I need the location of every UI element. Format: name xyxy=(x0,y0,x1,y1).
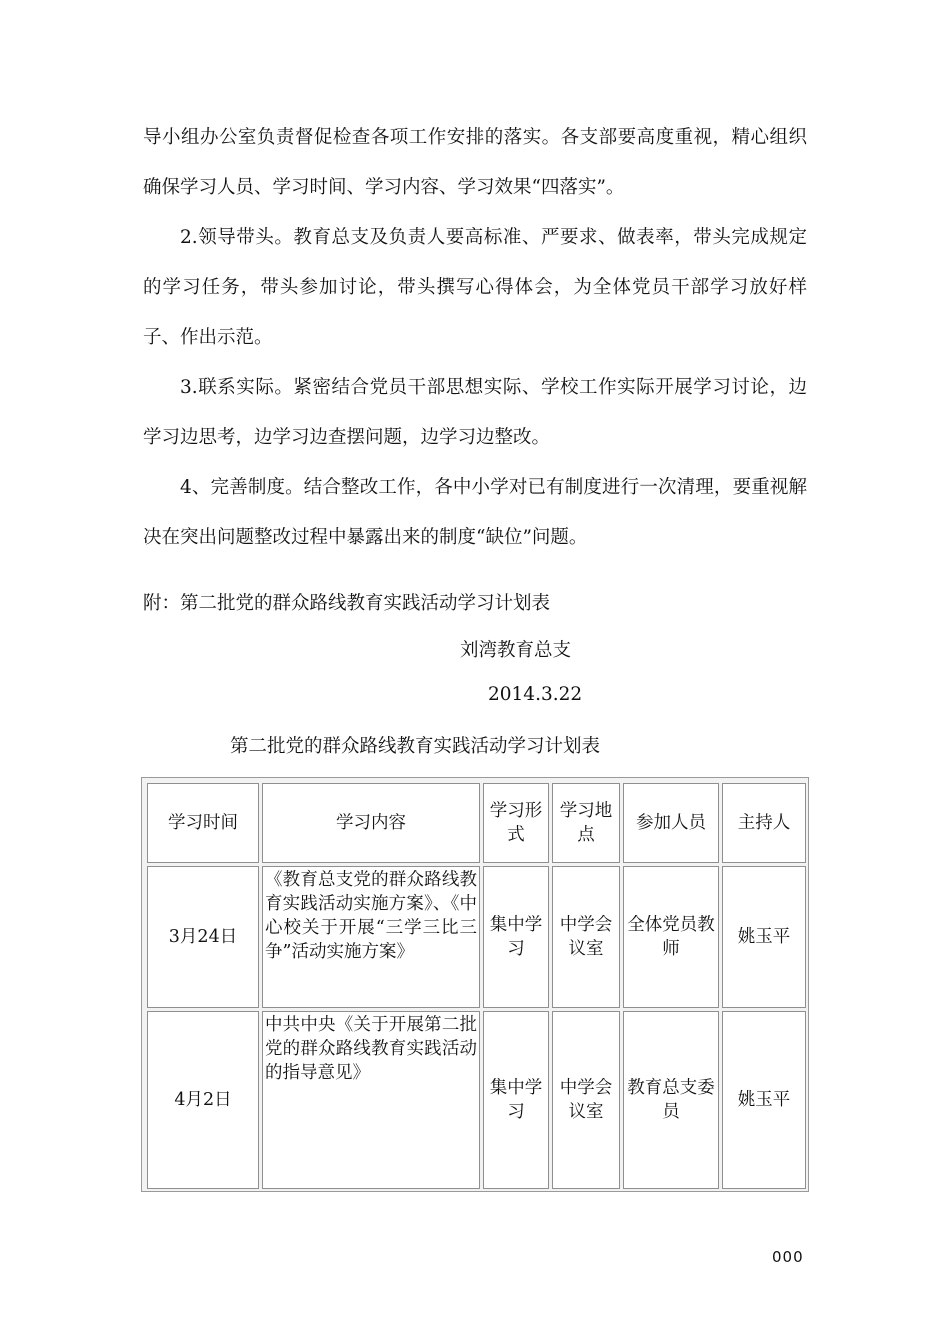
table-title: 第二批党的群众路线教育实践活动学习计划表 xyxy=(230,736,601,757)
cell-location: 中学会议室 xyxy=(552,866,620,1008)
header-participants: 参加人员 xyxy=(623,783,719,863)
header-time: 学习时间 xyxy=(147,783,259,863)
cell-participants: 全体党员教师 xyxy=(623,866,719,1008)
cell-form: 集中学习 xyxy=(483,866,549,1008)
study-plan-table-frame xyxy=(141,777,809,1192)
paragraph-practice: 3.联系实际。紧密结合党员干部思想实际、学校工作实际开展学习讨论，边学习边思考，边学习边查摆问题，边学习边整改。 xyxy=(143,377,807,448)
cell-time: 3月24日 xyxy=(147,866,259,1008)
header-form: 学习形式 xyxy=(483,783,549,863)
table-row xyxy=(147,1011,806,1189)
cell-host: 姚玉平 xyxy=(722,1011,806,1189)
page-number: 000 xyxy=(772,1248,804,1266)
cell-location: 中学会议室 xyxy=(552,1011,620,1189)
cell-content: 《教育总支党的群众路线教育实践活动实施方案》、《中心校关于开展“三学三比三争”活动实施方案》 xyxy=(262,866,480,1008)
attachment-note: 附：第二批党的群众路线教育实践活动学习计划表 xyxy=(143,593,551,614)
paragraph-leadership: 2.领导带头。教育总支及负责人要高标准、严要求、做表率，带头完成规定的学习任务，带头参加讨论，带头撰写心得体会，为全体党员干部学习放好样子、作出示范。 xyxy=(143,227,807,348)
header-location: 学习地点 xyxy=(552,783,620,863)
signature-date: 2014.3.22 xyxy=(488,684,583,705)
paragraph-intro: 导小组办公室负责督促检查各项工作安排的落实。各支部要高度重视，精心组织确保学习人员、学习时间、学习内容、学习效果“四落实”。 xyxy=(143,127,807,198)
cell-content: 中共中央《关于开展第二批党的群众路线教育实践活动的指导意见》 xyxy=(262,1011,480,1189)
cell-participants: 教育总支委员 xyxy=(623,1011,719,1189)
cell-time: 4月2日 xyxy=(147,1011,259,1189)
table-row xyxy=(147,866,806,1008)
table-header-row xyxy=(147,783,806,863)
paragraph-system: 4、完善制度。结合整改工作，各中小学对已有制度进行一次清理，要重视解决在突出问题整改过程中暴露出来的制度“缺位”问题。 xyxy=(143,477,807,548)
header-content: 学习内容 xyxy=(262,783,480,863)
cell-host: 姚玉平 xyxy=(722,866,806,1008)
header-host: 主持人 xyxy=(722,783,806,863)
signature-org: 刘湾教育总支 xyxy=(460,640,572,661)
cell-form: 集中学习 xyxy=(483,1011,549,1189)
study-plan-table xyxy=(144,780,809,1192)
